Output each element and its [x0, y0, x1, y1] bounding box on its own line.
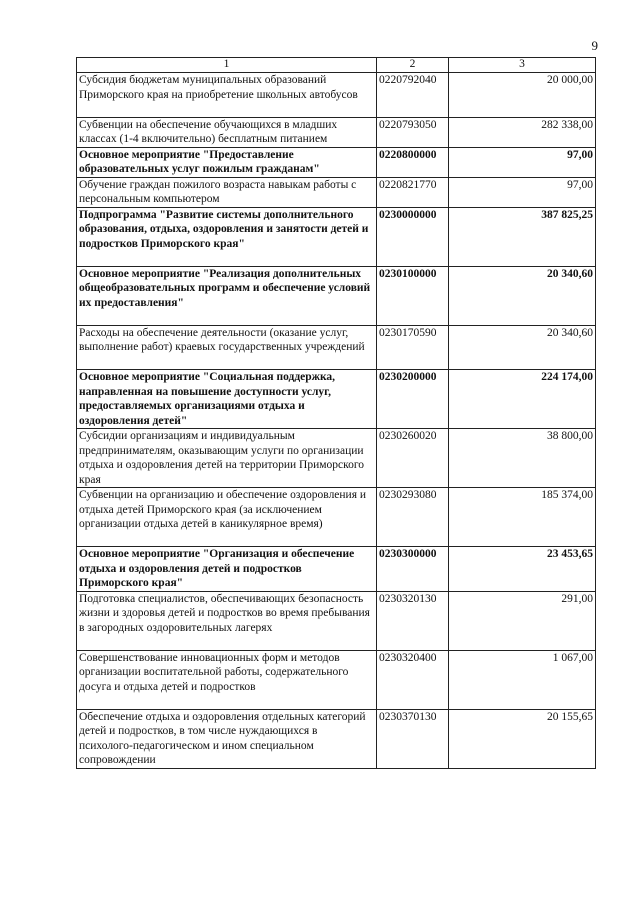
table-body — [77, 73, 596, 769]
table-row — [77, 147, 596, 177]
header-row — [77, 58, 596, 73]
row-name-cell: Основное мероприятие "Организация и обеспечение отдыха и оздоровления детей и подростков Приморского края" — [77, 547, 377, 592]
table-row — [77, 650, 596, 709]
table-row — [77, 266, 596, 325]
row-amount-cell: 291,00 — [449, 591, 596, 650]
row-amount-cell: 1 067,00 — [449, 650, 596, 709]
column-header-3: 3 — [449, 58, 596, 73]
row-code-cell: 0230293080 — [377, 488, 449, 547]
row-amount-cell: 20 000,00 — [449, 73, 596, 118]
row-code-cell: 0230300000 — [377, 547, 449, 592]
page-number: 9 — [591, 38, 598, 53]
row-name-cell: Совершенствование инновационных форм и методов организации воспитательной работы, содержательного досуга и отдыха детей и подростков — [77, 650, 377, 709]
row-name-cell: Обучение граждан пожилого возраста навыкам работы с персональным компьютером — [77, 177, 377, 207]
table-row — [77, 547, 596, 592]
row-name-cell: Субвенции на обеспечение обучающихся в младших классах (1-4 включительно) бесплатным питанием — [77, 117, 377, 147]
row-name-cell: Основное мероприятие "Социальная поддержка, направленная на повышение доступности услуг, предоставляемых организациями отдыха и оздоровления детей" — [77, 370, 377, 429]
row-amount-cell: 20 340,60 — [449, 325, 596, 370]
row-amount-cell: 38 800,00 — [449, 429, 596, 488]
row-amount-cell: 23 453,65 — [449, 547, 596, 592]
row-name-cell: Расходы на обеспечение деятельности (оказание услуг, выполнение работ) краевых государственных учреждений — [77, 325, 377, 370]
row-amount-cell: 20 155,65 — [449, 709, 596, 768]
row-amount-cell: 97,00 — [449, 147, 596, 177]
table-row — [77, 325, 596, 370]
row-amount-cell: 224 174,00 — [449, 370, 596, 429]
row-code-cell: 0220793050 — [377, 117, 449, 147]
row-code-cell: 0220800000 — [377, 147, 449, 177]
table-row — [77, 488, 596, 547]
row-name-cell: Подпрограмма "Развитие системы дополнительного образования, отдыха, оздоровления и занятости детей и подростков Приморского края" — [77, 207, 377, 266]
column-header-1: 1 — [77, 58, 377, 73]
row-code-cell: 0230200000 — [377, 370, 449, 429]
row-code-cell: 0230260020 — [377, 429, 449, 488]
row-code-cell: 0230320130 — [377, 591, 449, 650]
table-row — [77, 709, 596, 768]
row-amount-cell: 20 340,60 — [449, 266, 596, 325]
row-code-cell: 0230320400 — [377, 650, 449, 709]
table-row — [77, 177, 596, 207]
row-amount-cell: 282 338,00 — [449, 117, 596, 147]
row-amount-cell: 185 374,00 — [449, 488, 596, 547]
table-row — [77, 370, 596, 429]
row-name-cell: Субсидия бюджетам муниципальных образований Приморского края на приобретение школьных автобусов — [77, 73, 377, 118]
row-name-cell: Основное мероприятие "Предоставление образовательных услуг пожилым гражданам" — [77, 147, 377, 177]
row-name-cell: Основное мероприятие "Реализация дополнительных общеобразовательных программ и обеспечение условий их предоставления" — [77, 266, 377, 325]
column-header-2: 2 — [377, 58, 449, 73]
row-code-cell: 0230370130 — [377, 709, 449, 768]
row-code-cell: 0220792040 — [377, 73, 449, 118]
row-code-cell: 0220821770 — [377, 177, 449, 207]
table-row — [77, 117, 596, 147]
table-row — [77, 73, 596, 118]
budget-table — [76, 57, 596, 769]
table-row — [77, 207, 596, 266]
table-row — [77, 429, 596, 488]
row-name-cell: Субсидии организациям и индивидуальным предпринимателям, оказывающим услуги по организации отдыха и оздоровления детей на территории Приморского края — [77, 429, 377, 488]
row-name-cell: Обеспечение отдыха и оздоровления отдельных категорий детей и подростков, в том числе нуждающихся в психолого-педагогическом и ином специальном сопровождении — [77, 709, 377, 768]
table-row — [77, 591, 596, 650]
row-name-cell: Субвенции на организацию и обеспечение оздоровления и отдыха детей Приморского края (за исключением организации отдыха детей в каникулярное время) — [77, 488, 377, 547]
row-code-cell: 0230000000 — [377, 207, 449, 266]
row-amount-cell: 97,00 — [449, 177, 596, 207]
row-code-cell: 0230170590 — [377, 325, 449, 370]
row-code-cell: 0230100000 — [377, 266, 449, 325]
row-amount-cell: 387 825,25 — [449, 207, 596, 266]
row-name-cell: Подготовка специалистов, обеспечивающих безопасность жизни и здоровья детей и подростков во время пребывания в загородных оздоровительных лагерях — [77, 591, 377, 650]
